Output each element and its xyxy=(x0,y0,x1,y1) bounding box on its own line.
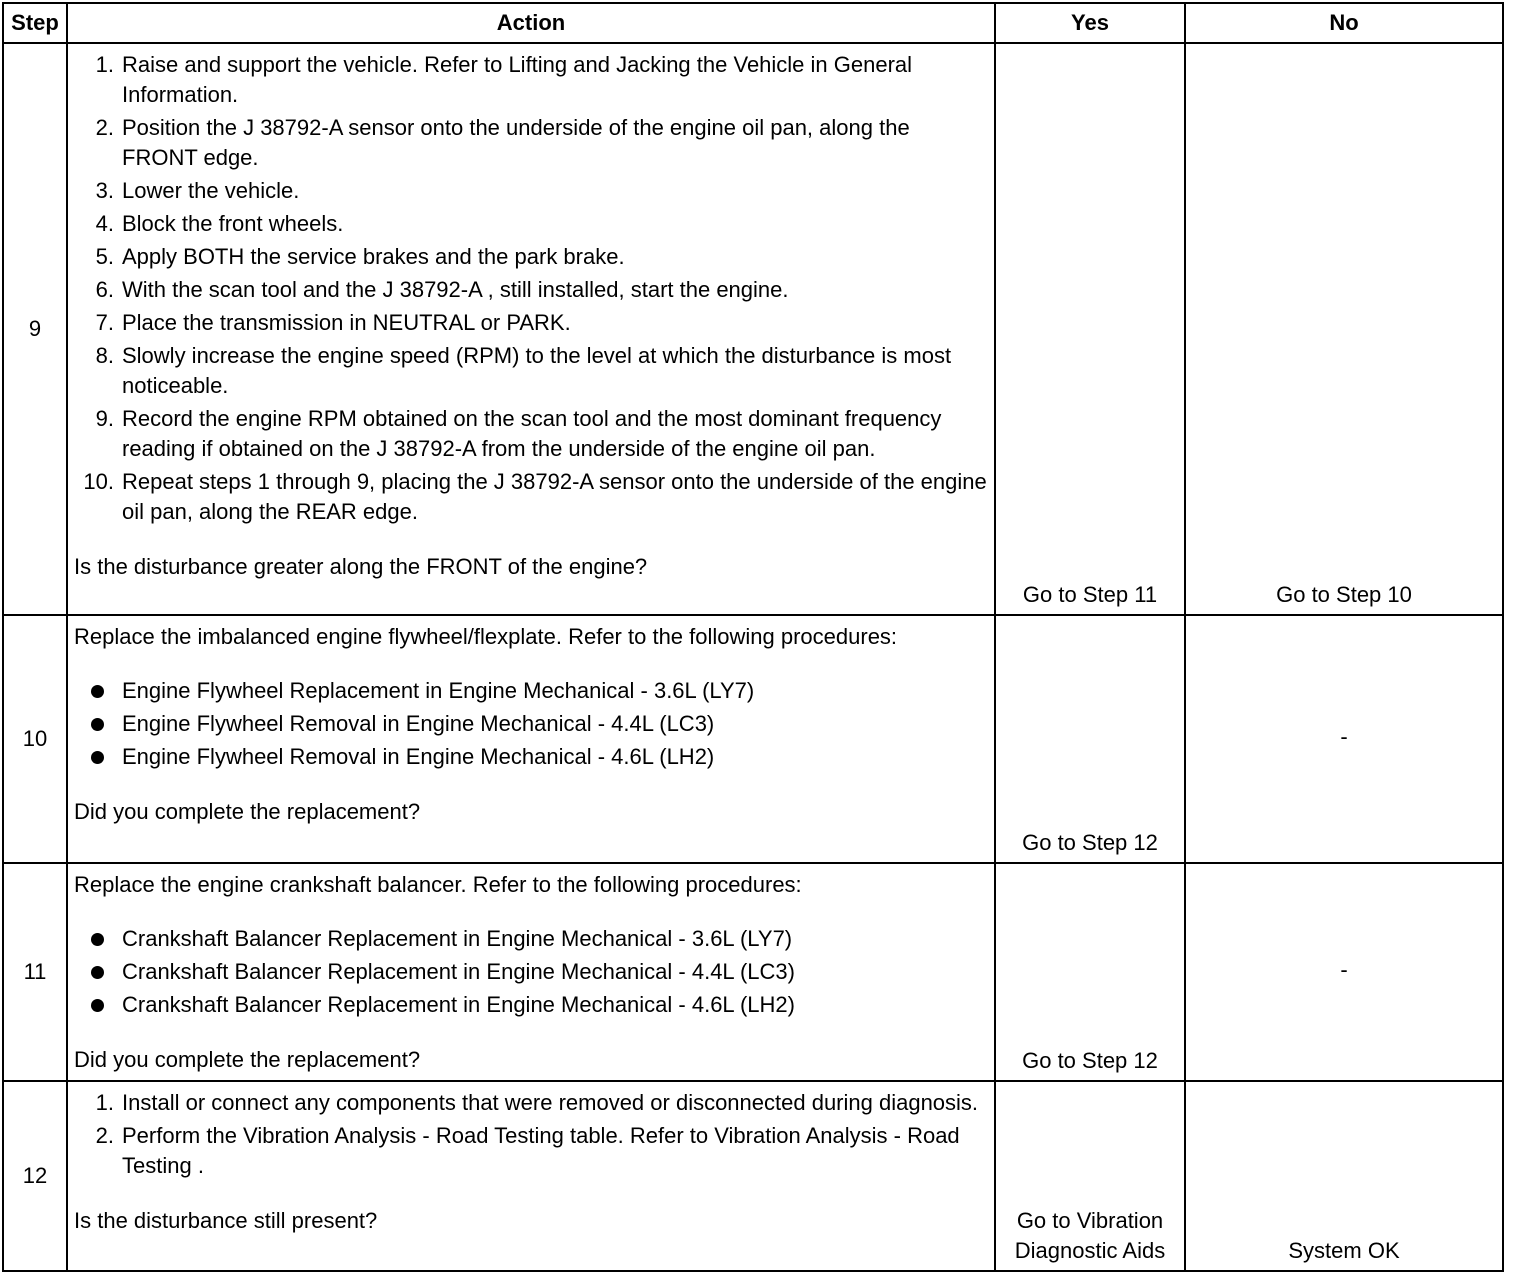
action-cell xyxy=(67,615,995,863)
table-row-step-9 xyxy=(3,43,1503,615)
list-item: 1. Raise and support the vehicle. Refer to Lifting and Jacking the Vehicle in General Information. xyxy=(95,52,913,107)
no-cell: - xyxy=(1185,615,1503,863)
list-item: Crankshaft Balancer Replacement in Engine Mechanical - 3.6L (LY7) xyxy=(74,924,988,954)
header-yes: Yes xyxy=(995,3,1185,43)
list-item: 5. Apply BOTH the service brakes and the park brake. xyxy=(95,244,625,269)
list-item: 10. Repeat steps 1 through 9, placing the J 38792-A sensor onto the underside of the engine oil pan, along the REAR edge. xyxy=(83,469,987,524)
list-item: Engine Flywheel Replacement in Engine Mechanical - 3.6L (LY7) xyxy=(74,676,988,706)
no-cell: Go to Step 10 xyxy=(1185,43,1503,615)
bullet-list xyxy=(74,924,988,1020)
question-text: Did you complete the replacement? xyxy=(74,799,421,824)
header-action: Action xyxy=(67,3,995,43)
header-no: No xyxy=(1185,3,1503,43)
numbered-steps xyxy=(74,50,988,527)
list-item: Crankshaft Balancer Replacement in Engine Mechanical - 4.4L (LC3) xyxy=(74,957,988,987)
no-cell: System OK xyxy=(1185,1081,1503,1271)
bullet-icon xyxy=(74,742,122,772)
yes-line-1: Go to Vibration xyxy=(1016,1208,1164,1233)
list-item: 2. Perform the Vibration Analysis - Road Testing table. Refer to Vibration Analysis - Road Testing . xyxy=(95,1123,960,1178)
list-item: 6. With the scan tool and the J 38792-A , still installed, start the engine. xyxy=(95,277,789,302)
yes-cell: Go to Step 11 xyxy=(995,43,1185,615)
table-row-step-11 xyxy=(3,863,1503,1081)
header-row xyxy=(3,3,1503,43)
list-item: 7. Place the transmission in NEUTRAL or PARK. xyxy=(95,310,571,335)
bullet-icon xyxy=(74,709,122,739)
step-number: 12 xyxy=(3,1081,67,1271)
yes-cell: Go to Step 12 xyxy=(995,615,1185,863)
bullet-icon xyxy=(74,676,122,706)
step-number: 10 xyxy=(3,615,67,863)
numbered-steps xyxy=(74,1088,988,1181)
list-item: 8. Slowly increase the engine speed (RPM) to the level at which the disturbance is most noticeable. xyxy=(95,343,952,398)
question-text: Is the disturbance still present? xyxy=(74,1208,378,1233)
intro-text: Replace the imbalanced engine flywheel/flexplate. Refer to the following procedures: xyxy=(74,624,898,649)
bullet-icon xyxy=(74,990,122,1020)
list-item: 4. Block the front wheels. xyxy=(95,211,344,236)
list-item: Crankshaft Balancer Replacement in Engine Mechanical - 4.6L (LH2) xyxy=(74,990,988,1020)
step-number: 11 xyxy=(3,863,67,1081)
question-text: Did you complete the replacement? xyxy=(74,1047,421,1072)
list-item: 3. Lower the vehicle. xyxy=(95,178,300,203)
list-item: Engine Flywheel Removal in Engine Mechanical - 4.6L (LH2) xyxy=(74,742,988,772)
action-cell xyxy=(67,863,995,1081)
yes-cell: Go to Step 12 xyxy=(995,863,1185,1081)
intro-text: Replace the engine crankshaft balancer. Refer to the following procedures: xyxy=(74,872,802,897)
bullet-icon xyxy=(74,924,122,954)
diagnostic-table xyxy=(2,2,1504,1272)
action-cell xyxy=(67,1081,995,1271)
yes-line-2: Diagnostic Aids xyxy=(1014,1238,1166,1263)
list-item: 1. Install or connect any components that were removed or disconnected during diagnosis. xyxy=(95,1090,979,1115)
question-text: Is the disturbance greater along the FRONT of the engine? xyxy=(74,554,648,579)
bullet-icon xyxy=(74,957,122,987)
table-row-step-12 xyxy=(3,1081,1503,1271)
list-item: Engine Flywheel Removal in Engine Mechanical - 4.4L (LC3) xyxy=(74,709,988,739)
bullet-list xyxy=(74,676,988,772)
step-number: 9 xyxy=(3,43,67,615)
yes-cell xyxy=(995,1081,1185,1271)
list-item: 9. Record the engine RPM obtained on the scan tool and the most dominant frequency reading if obtained on the J 38792-A from the underside of the engine oil pan. xyxy=(95,406,942,461)
table-row-step-10 xyxy=(3,615,1503,863)
action-cell xyxy=(67,43,995,615)
header-step: Step xyxy=(3,3,67,43)
no-cell: - xyxy=(1185,863,1503,1081)
list-item: 2. Position the J 38792-A sensor onto the underside of the engine oil pan, along the FRONT edge. xyxy=(95,115,910,170)
